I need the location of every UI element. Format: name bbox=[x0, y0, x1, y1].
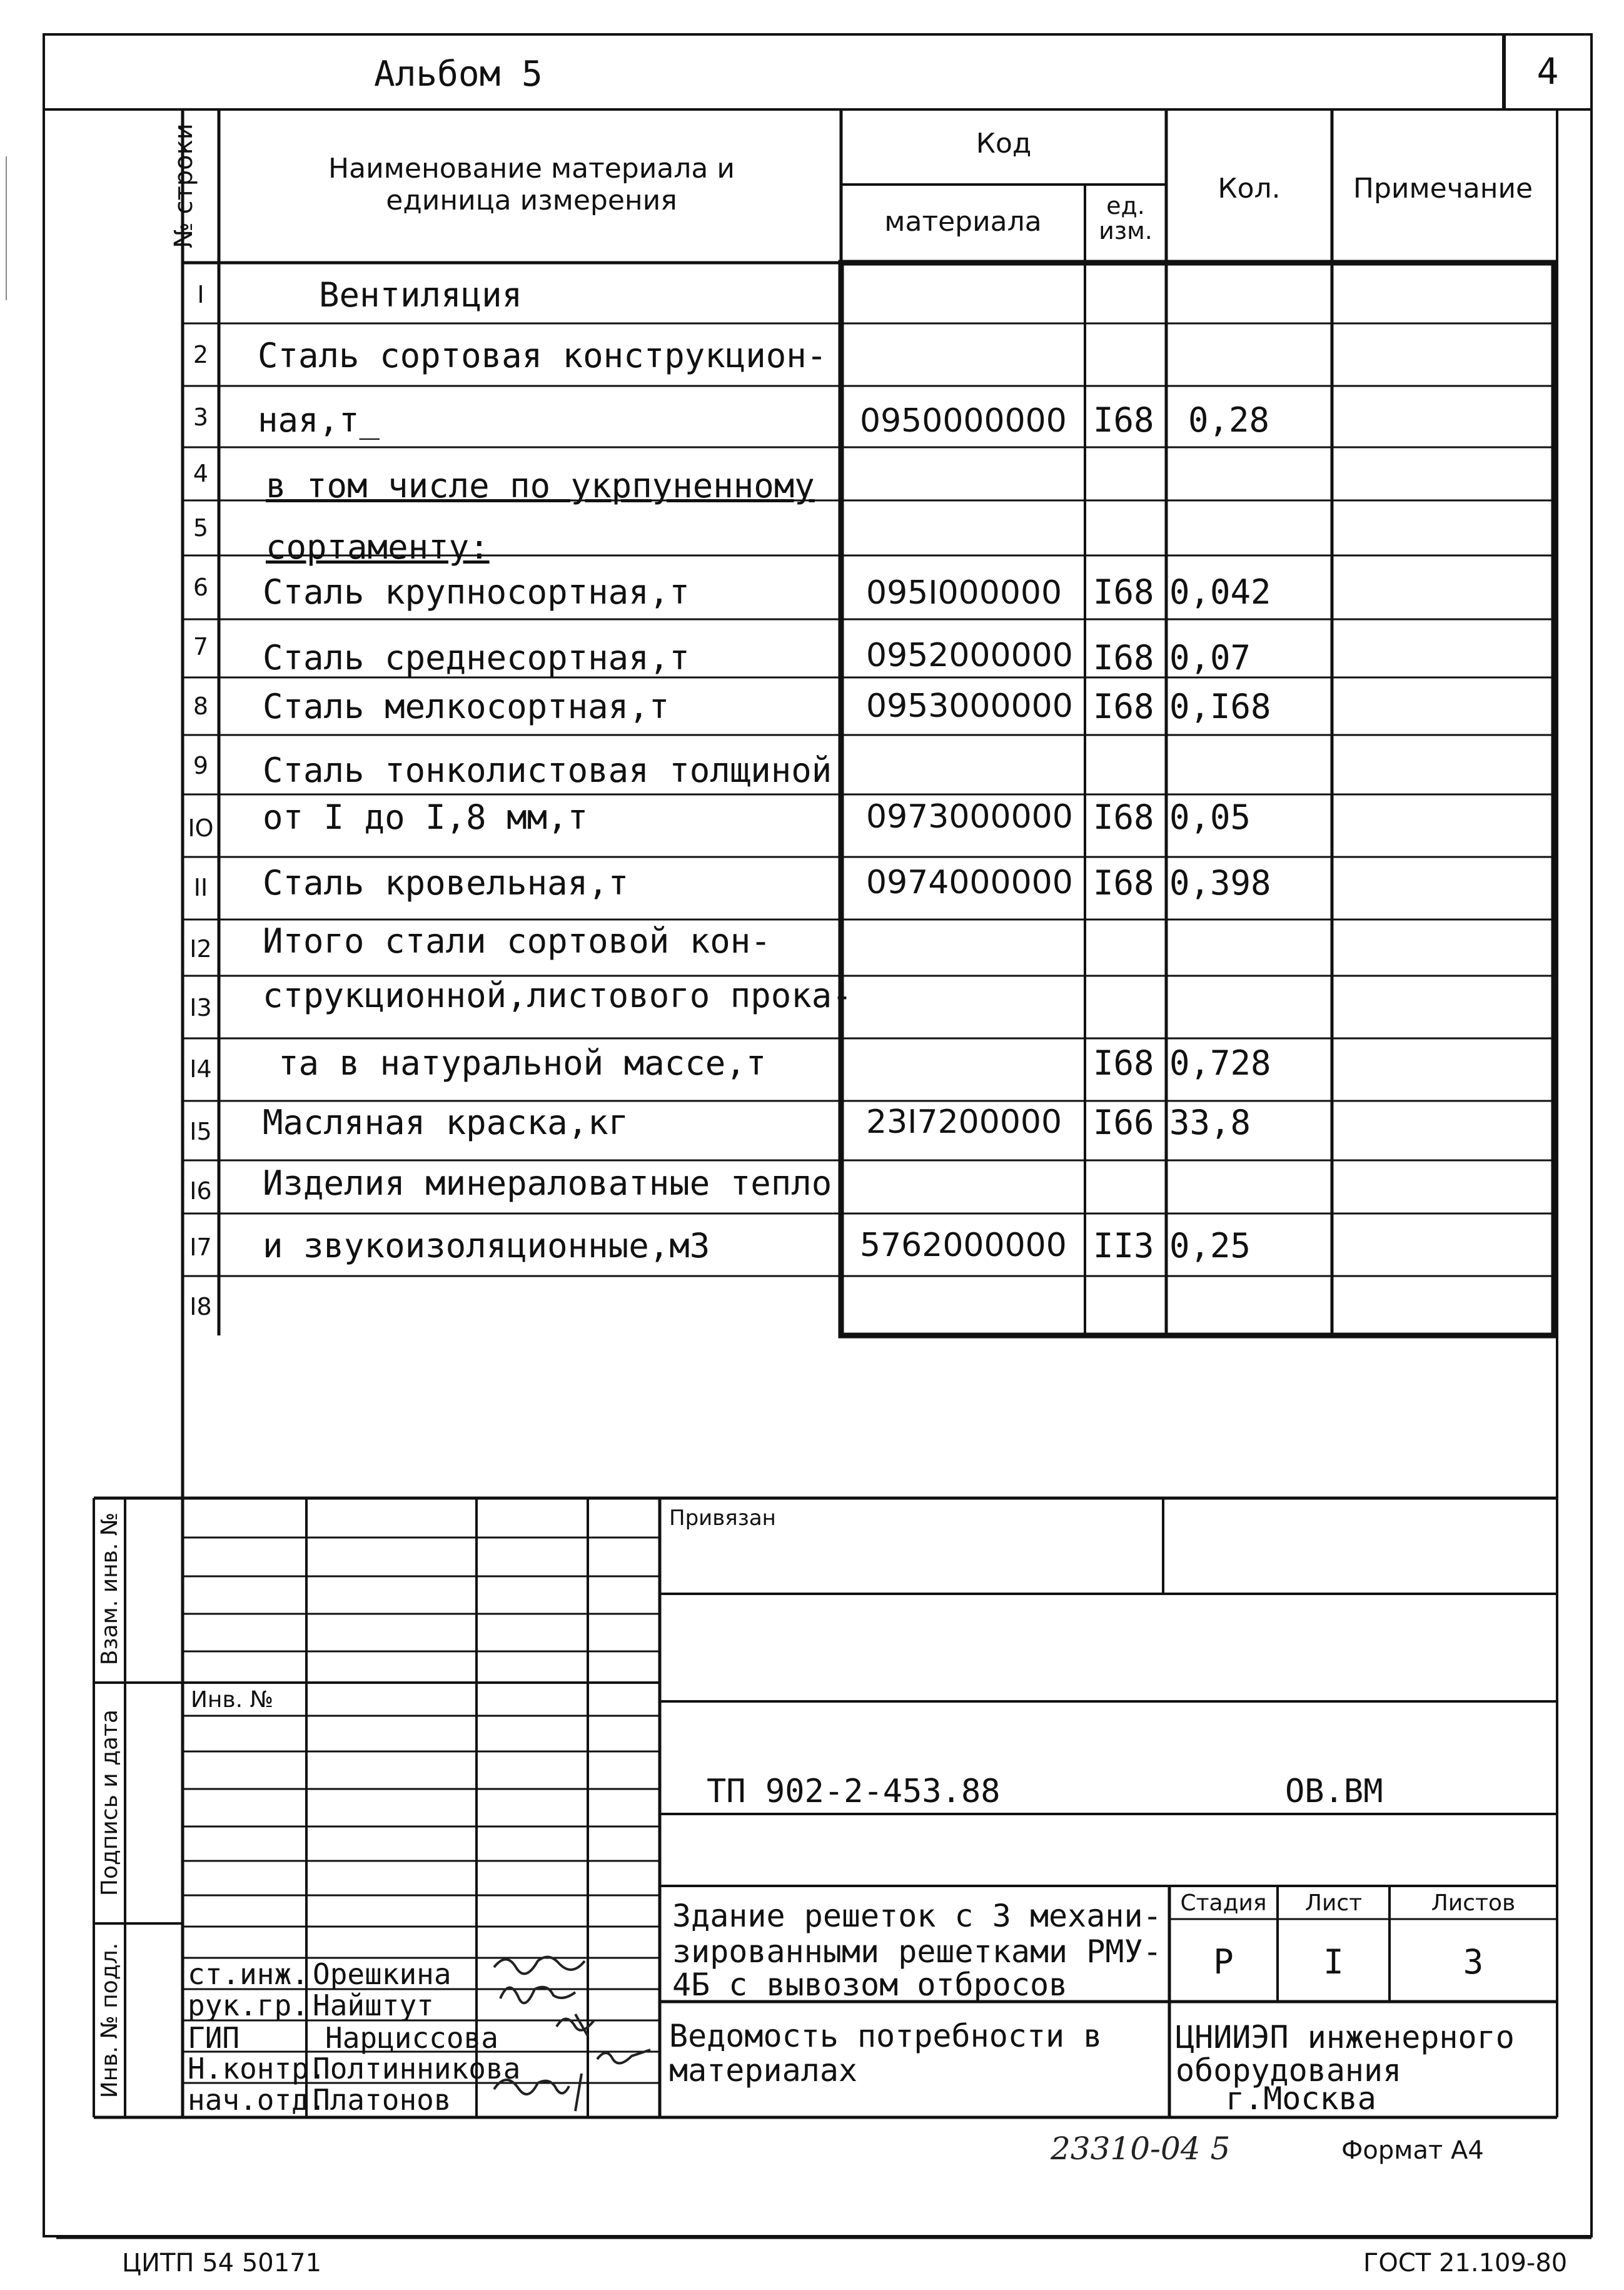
staff-role: ГИП bbox=[188, 2021, 240, 2055]
row-number: 8 bbox=[193, 692, 209, 720]
row-name: Изделия минераловатные тепло bbox=[263, 1163, 832, 1203]
row-qty: 0,28 bbox=[1188, 400, 1270, 440]
header-note: Примечание bbox=[1353, 173, 1533, 205]
row-name: Сталь крупносортная,т bbox=[263, 572, 690, 612]
staff-role: ст.инж. bbox=[188, 1957, 309, 1991]
row-number: 9 bbox=[193, 752, 209, 779]
organization-line-3: г.Москва bbox=[1226, 2080, 1376, 2117]
building-line-1: Здание решеток с 3 механи- bbox=[672, 1898, 1162, 1934]
row-qty: 0,I68 bbox=[1169, 687, 1271, 726]
row-number: 7 bbox=[193, 633, 209, 661]
staff-name: Найштут bbox=[313, 1989, 434, 2022]
row-number: I8 bbox=[189, 1293, 212, 1320]
row-name: Масляная краска,кг bbox=[263, 1103, 629, 1142]
row-name: Сталь среднесортная,т bbox=[263, 638, 690, 677]
row-code: 0952000000 bbox=[866, 637, 1073, 674]
row-number: I4 bbox=[189, 1055, 212, 1083]
row-unit: I68 bbox=[1093, 572, 1154, 612]
sheets-label: Листов bbox=[1431, 1890, 1516, 1916]
album-label: Альбом 5 bbox=[374, 54, 543, 94]
row-number: 3 bbox=[193, 403, 209, 431]
document-mark: ОВ.ВМ bbox=[1285, 1773, 1383, 1810]
row-name: в том числе по укрпуненному bbox=[266, 466, 815, 505]
row-number: I3 bbox=[189, 994, 212, 1021]
row-number: 4 bbox=[193, 460, 209, 487]
row-name: Итого стали сортовой кон- bbox=[263, 921, 771, 961]
row-qty: 0,728 bbox=[1169, 1043, 1271, 1083]
row-qty: 0,05 bbox=[1169, 798, 1251, 837]
header-material: материала bbox=[884, 206, 1042, 238]
side-label-vzam: Взам. инв. № bbox=[97, 1512, 123, 1666]
row-number: 6 bbox=[193, 574, 209, 601]
row-name: сортаменту: bbox=[266, 527, 490, 567]
privyazan-label: Привязан bbox=[669, 1506, 776, 1531]
row-name: та в натуральной массе,т bbox=[278, 1043, 767, 1083]
sheet-label: Лист bbox=[1304, 1890, 1363, 1916]
row-unit: I68 bbox=[1093, 863, 1154, 903]
row-qty: 0,398 bbox=[1169, 863, 1271, 903]
signatures bbox=[482, 1939, 669, 2120]
row-code: 5762000000 bbox=[860, 1227, 1067, 1264]
building-line-2: зированными решетками РМУ- bbox=[672, 1933, 1162, 1970]
row-name: струкционной,листового прока- bbox=[263, 976, 852, 1015]
row-unit: II3 bbox=[1093, 1226, 1154, 1265]
row-unit: I68 bbox=[1093, 638, 1154, 677]
building-line-3: 4Б с вывозом отбросов bbox=[672, 1967, 1068, 2003]
row-unit: I68 bbox=[1093, 1043, 1154, 1083]
row-name: Сталь кровельная,т bbox=[263, 863, 629, 903]
row-number: II bbox=[193, 874, 208, 901]
row-unit: I68 bbox=[1093, 798, 1154, 837]
inv-no-label: Инв. № bbox=[191, 1687, 274, 1713]
format-label: Формат А4 bbox=[1341, 2136, 1484, 2165]
staff-role: Н.контр. bbox=[188, 2052, 326, 2085]
side-label-podpis: Подпись и дата bbox=[97, 1709, 123, 1897]
staff-name: Полтинникова bbox=[313, 2052, 521, 2085]
row-code: 23I7200000 bbox=[866, 1103, 1062, 1141]
footer-left: ЦИТП 54 50171 bbox=[122, 2249, 322, 2277]
staff-name: Орешкина bbox=[313, 1957, 451, 1991]
staff-role: нач.отд. bbox=[188, 2083, 326, 2117]
row-code: 0973000000 bbox=[866, 798, 1073, 836]
row-name: Сталь тонколистовая толщиной bbox=[263, 751, 832, 790]
row-qty: 33,8 bbox=[1169, 1103, 1251, 1142]
staff-role: рук.гр. bbox=[188, 1989, 309, 2022]
row-number: 2 bbox=[193, 341, 209, 368]
row-name: от I до I,8 мм,т bbox=[263, 798, 588, 837]
header-name: Наименование материала и единица измерения bbox=[328, 153, 735, 216]
row-qty: 0,07 bbox=[1169, 638, 1251, 677]
row-name: Сталь мелкосортная,т bbox=[263, 687, 670, 726]
stage-value: Р bbox=[1213, 1942, 1234, 1982]
doc-title-line-1: Ведомость потребности в bbox=[669, 2018, 1102, 2054]
header-row-no: № строки bbox=[169, 123, 198, 248]
staff-name: Платонов bbox=[313, 2083, 451, 2117]
header-unit: ед. изм. bbox=[1099, 192, 1152, 245]
row-code: 0974000000 bbox=[866, 864, 1073, 901]
row-name: ная,т_ bbox=[258, 400, 380, 440]
sheet-value: I bbox=[1323, 1942, 1344, 1982]
doc-title-line-2: материалах bbox=[669, 2052, 858, 2089]
row-name: Сталь сортовая конструкцион- bbox=[258, 336, 827, 375]
footer-right: ГОСТ 21.109-80 bbox=[1363, 2249, 1568, 2277]
row-unit: I68 bbox=[1093, 400, 1154, 440]
row-unit: I66 bbox=[1093, 1103, 1154, 1142]
staff-name: Нарциссова bbox=[325, 2021, 498, 2055]
row-code: 0953000000 bbox=[866, 687, 1073, 725]
archive-number: 23310-04 5 bbox=[1051, 2130, 1231, 2167]
sheets-value: 3 bbox=[1463, 1942, 1484, 1982]
stage-label: Стадия bbox=[1180, 1890, 1267, 1916]
row-name: Вентиляция bbox=[319, 275, 523, 315]
header-code: Код bbox=[976, 128, 1032, 160]
row-number: I5 bbox=[189, 1118, 212, 1145]
side-label-inv-podl: Инв. № подл. bbox=[97, 1942, 123, 2099]
row-number: I7 bbox=[189, 1234, 212, 1261]
row-number: 5 bbox=[193, 514, 209, 542]
row-number: I6 bbox=[189, 1177, 212, 1205]
header-qty: Кол. bbox=[1218, 173, 1281, 205]
document-code: ТП 902-2-453.88 bbox=[707, 1773, 1001, 1810]
organization-line-2: оборудования bbox=[1176, 2052, 1402, 2089]
row-code: 0950000000 bbox=[860, 402, 1067, 440]
organization-line-1: ЦНИИЭП инженерного bbox=[1176, 2019, 1515, 2055]
row-qty: 0,25 bbox=[1169, 1226, 1251, 1265]
row-name: и звукоизоляционные,м3 bbox=[263, 1226, 710, 1265]
row-unit: I68 bbox=[1093, 687, 1154, 726]
row-code: 095I000000 bbox=[866, 574, 1062, 612]
row-number: I2 bbox=[189, 935, 212, 963]
sheet-number: 4 bbox=[1536, 50, 1559, 93]
row-number: IO bbox=[188, 814, 214, 842]
row-qty: 0,042 bbox=[1169, 572, 1271, 612]
row-number: I bbox=[197, 281, 204, 308]
